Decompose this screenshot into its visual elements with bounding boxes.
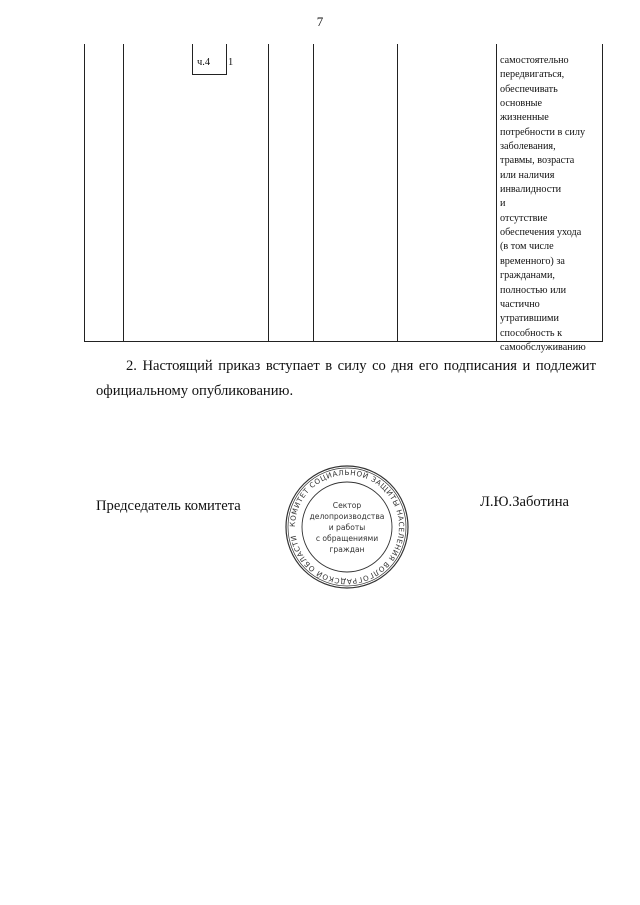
svg-text:делопроизводства: делопроизводства	[309, 512, 385, 521]
table-col-line	[84, 44, 85, 342]
signatory-name: Л.Ю.Заботина	[480, 494, 569, 510]
description-line: самостоятельно	[500, 55, 569, 66]
table-col-line	[123, 44, 124, 342]
description-line: полностью или	[500, 284, 567, 296]
description-line: заболевания,	[500, 141, 556, 153]
table-col-line	[313, 44, 314, 342]
number-cell-text: 1	[228, 57, 234, 68]
table-fragment	[84, 44, 603, 353]
description-line: обеспечивать	[500, 83, 558, 95]
description-line: (в том числе	[500, 241, 554, 253]
description-line: травмы, возраста	[500, 155, 575, 167]
description-cell	[500, 54, 602, 355]
description-line: жизненные	[500, 112, 549, 124]
description-line: частично	[500, 298, 540, 310]
description-line: или наличия	[500, 169, 555, 181]
description-line: способность к	[500, 327, 563, 339]
signatory-title: Председатель комитета	[96, 498, 241, 514]
svg-text:Сектор: Сектор	[332, 501, 362, 510]
code-cell-text: ч.4	[197, 57, 211, 68]
svg-text:граждан: граждан	[329, 545, 365, 554]
svg-text:КОМИТЕТ СОЦИАЛЬНОЙ ЗАЩИТЫ НАСЕ: КОМИТЕТ СОЦИАЛЬНОЙ ЗАЩИТЫ НАСЕЛЕНИЯ ВОЛГОГРАДСКОЙ ОБЛАСТИ	[287, 467, 407, 587]
description-line: отсутствие	[500, 212, 548, 224]
description-line: передвигаться,	[500, 69, 565, 81]
table-col-line	[496, 44, 497, 342]
description-line: временного) за	[500, 255, 565, 267]
description-line: обеспечения ухода	[500, 227, 582, 239]
description-line: и	[500, 198, 506, 210]
description-line: инвалидности	[500, 184, 562, 196]
svg-text:и работы: и работы	[328, 523, 366, 532]
svg-text:с обращениями: с обращениями	[315, 534, 379, 543]
description-line: самообслуживанию	[500, 341, 586, 353]
page-number: 7	[316, 14, 324, 29]
description-line: гражданами,	[500, 270, 555, 282]
table-col-line	[602, 44, 603, 342]
description-line: основные	[500, 98, 543, 110]
description-line: утратившими	[500, 313, 559, 325]
order-paragraph: 2. Настоящий приказ вступает в силу со дня его подписания и подлежит официальному опубликованию.	[96, 358, 596, 399]
table-col-line	[397, 44, 398, 342]
description-line: потребности в силу	[500, 126, 586, 138]
official-stamp	[284, 464, 410, 590]
table-col-line	[268, 44, 269, 342]
